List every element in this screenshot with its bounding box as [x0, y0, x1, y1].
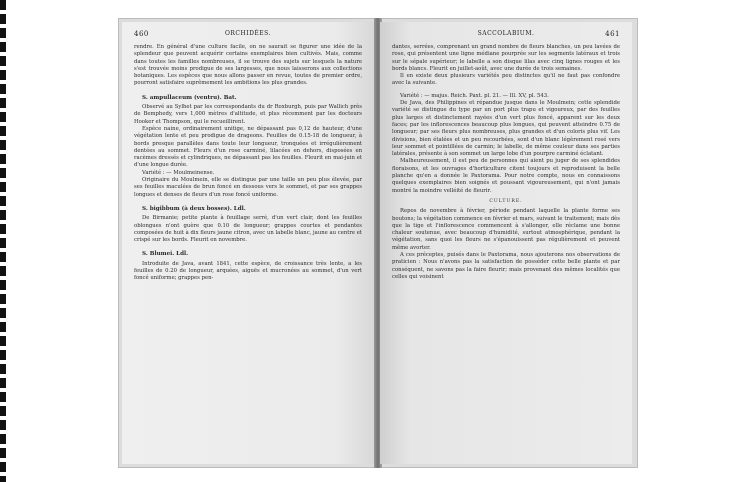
- left-running-head: [134, 30, 362, 40]
- paragraph: Introduite de Java, avant 1841, cette espèce, de croissance très lente, a les feuilles de 0.20 de longueur, arquées, aiguës et mucronées au sommet, d'un vert foncé uniforme; grappes pen-: [134, 260, 362, 282]
- species-heading: S. bigibbum (à deux bosses). Ldl.: [142, 205, 246, 212]
- paragraph: Espèce naine, ordinairement unitige, ne dépassant pas 0,12 de hauteur, d'une végétation lente et peu prodigue de drageons. Feuilles de 0.15-18 de longueur, à bords presque parallèles dans toute leur longueur, tronquées et irrégulièrement dentées au sommet. Fleurs d'un rose carminé, lilacées en dehors, disposées en racèmes dressés et cylindriques, ne dépassant pas les feuilles. Fleurit en mai-juin et d'une longue durée.: [134, 125, 362, 169]
- paragraph: Originaire du Moulmein, elle se distingue par une taille un peu plus élevée, par ses feuilles maculées de brun foncé en dessous vers le sommet, et par ses grappes longues et denses de fleurs d'un rose foncé uniforme.: [134, 177, 362, 198]
- paragraph: Malheureusement, il est peu de personnes qui aient pu juger de ses splendides floraisons, et les ouvrages d'horticulture citent toujours et reproduisent la belle planche qu'en a donnée le Paxtorama. Pour notre compte, nous en connaissons quelques exemplaires bien soignés et poussant vigoureusement, qui n'ont jamais montré la moindre velléité de fleurir.: [392, 158, 620, 194]
- scan-edge: [0, 0, 6, 482]
- right-body-text: [392, 44, 620, 281]
- right-page: [380, 22, 632, 464]
- section-heading-culture: CULTURE.: [489, 198, 523, 204]
- variety-line: Variété : — majus. Reich. Paxt. pl. 21. — Ill. XV, pl. 543.: [400, 92, 549, 99]
- variety-line: Variété : — Moulmeinense.: [142, 169, 215, 176]
- left-running-title: ORCHIDÉES.: [224, 30, 271, 37]
- paragraph: Observé au Sylhet par les correspondants du dr Roxburgh, puis par Wallich près de Bemphedy, vers 1,000 mètres d'altitude, et plus récemment par les docteurs Hooker et Thompson, qui le recueillirent.: [134, 104, 362, 125]
- paragraph: De Birmanie; petite plante à feuillage serré, d'un vert clair, dont les feuilles oblongues n'ont guère que 0.10 de longueur; grappes courtes et pendantes composées de huit à dix fleurs jaune citron, avec un labelle blanc, jaune au centre et crispé sur les bords. Fleurit en novembre.: [134, 215, 362, 244]
- open-book: [118, 18, 638, 468]
- paragraph: rendre. En général d'une culture facile, on ne saurait se figurer une idée de la splendeur que peuvent acquérir certains exemplaires bien cultivés. Mais, comme dans toutes les familles nombreuses, il se trouve des sujets sur lesquels la nature s'est trouvée moins prodigue de ses largesses, que nous laisserons aux collections botaniques. Les espèces que nous allons passer en revue, toutes de premier ordre, pourront satisfaire suprêmement les ambitions les plus grandes.: [134, 44, 362, 87]
- paragraph: De Java, des Philippines et répandue jusque dans le Moulmein; cette splendide variété se distingue du type par un port plus trapu et vigoureux, par des feuilles plus larges et distinctement rayées d'un vert plus foncé, apparent sur les deux faces; par les inflorescences beaucoup plus longues, qui peuvent atteindre 0.75 de longueur; par ses fleurs plus nombreuses, plus grandes et d'un coloris plus vif. Les divisions, bien étalées et un peu recourbées, sont d'un blanc légèrement rosé vers leur sommet et pointillées de carmin; le labelle, de même couleur dans ses parties latérales, présente à son sommet un large lobe d'un pourpre carminé éclatant.: [392, 100, 620, 158]
- paragraph: dantes, serrées, comprenant un grand nombre de fleurs blanches, un peu lavées de rose, qui présentent une ligne médiane pourprée sur les segments latéraux et trois sur le sépale supérieur; le labelle a son disque lilas avec cinq lignes rouges et les bords blancs. Fleurit en juillet-août, avec une durée de trois semaines.: [392, 44, 620, 72]
- left-page: [122, 22, 374, 464]
- left-body-text: [134, 44, 362, 283]
- paragraph: Il en existe deux plusieurs variétés peu distinctes qu'il ne faut pas confondre avec la suivante.: [392, 73, 620, 87]
- right-running-head: [392, 30, 620, 40]
- paragraph: A ces préceptes, puisés dans le Paxtorama, nous ajouterons nos observations de praticien : Nous n'avons pas la satisfaction de posséder cette belle plante et par conséquent, ne savons pas la faire fleurir; mais provenant des mêmes localités que celles qui voisinent: [392, 252, 620, 280]
- paragraph: Repos de novembre à février, période pendant laquelle la plante forme ses boutons; la végétation commence en février et mars, suivant le traitement; mais dès que la tige et l'inflorescence commencent à s'allonger, elle réclame une bonne chaleur soutenue, avec beaucoup d'humidité, surtout atmosphérique, pendant la végétation, sans quoi les fleurs ne s'épanouissent pas régulièrement et peuvent même avorter.: [392, 208, 620, 251]
- right-running-title: SACCOLABIUM.: [477, 30, 535, 37]
- right-page-number: 461: [605, 30, 620, 38]
- species-heading: S. ampullaceum (ventru). Bat.: [142, 94, 237, 101]
- species-heading: S. Blumei. Ldl.: [142, 251, 189, 258]
- left-page-number: 460: [134, 30, 149, 38]
